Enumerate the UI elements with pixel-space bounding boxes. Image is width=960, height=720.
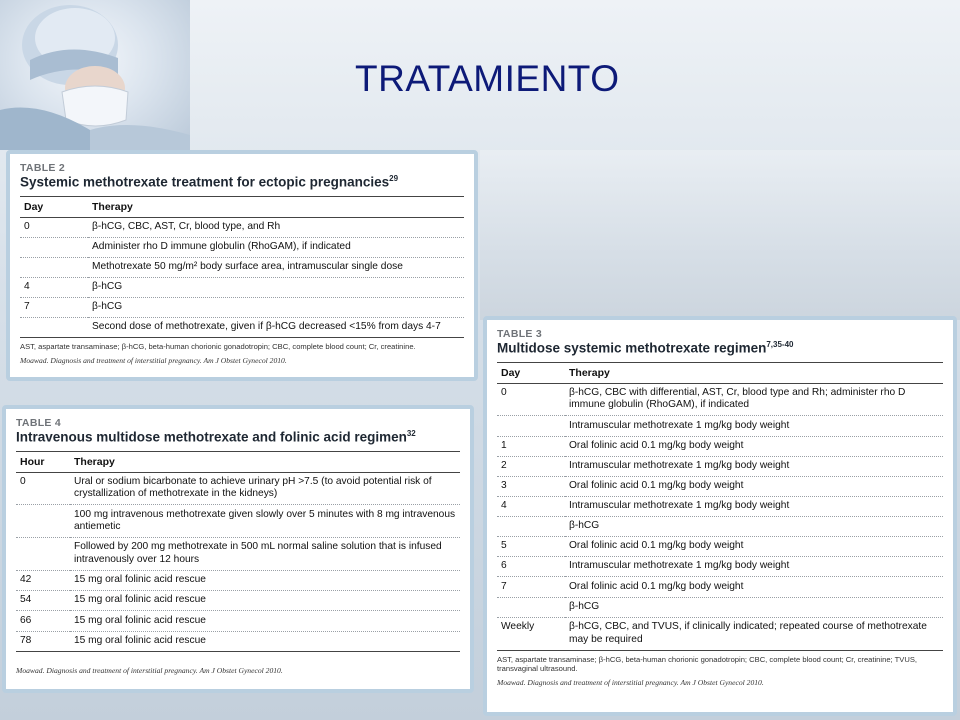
table-row <box>497 456 943 476</box>
table-cell <box>16 505 70 538</box>
table-cell: β-hCG, CBC with differential, AST, Cr, blood type and Rh; administer rho D immune globulin (RhoGAM), if indicated <box>565 383 943 416</box>
table-cell: Oral folinic acid 0.1 mg/kg body weight <box>565 537 943 557</box>
table2-table <box>20 196 464 339</box>
table4-label: TABLE 4 <box>16 417 62 429</box>
table-cell: 6 <box>497 557 565 577</box>
table-row <box>20 318 464 338</box>
table-row <box>497 383 943 416</box>
table-cell: β-hCG, CBC, AST, Cr, blood type, and Rh <box>88 217 464 237</box>
table-row <box>20 237 464 257</box>
table4-source: Moawad. Diagnosis and treatment of interstitial pregnancy. Am J Obstet Gynecol 2010. <box>16 665 283 675</box>
table-row <box>497 537 943 557</box>
table-cell: Administer rho D immune globulin (RhoGAM), if indicated <box>88 237 464 257</box>
table-cell: β-hCG <box>565 597 943 617</box>
table-cell: 0 <box>16 472 70 505</box>
table-cell: 15 mg oral folinic acid rescue <box>70 631 460 651</box>
table-row <box>16 591 460 611</box>
table4-header-therapy: Therapy <box>70 451 460 472</box>
table-cell <box>497 517 565 537</box>
table-cell: 54 <box>16 591 70 611</box>
table-row <box>497 496 943 516</box>
table2-footnote: AST, aspartate transaminase; β-hCG, beta-human chorionic gonadotropin; CBC, complete blood count; Cr, creatinine. <box>20 342 416 352</box>
table3-header-therapy: Therapy <box>565 362 943 383</box>
background-blur <box>480 150 960 320</box>
table2-header-therapy: Therapy <box>88 196 464 217</box>
table-cell: Followed by 200 mg methotrexate in 500 mL normal saline solution that is infused intravenously over 12 hours <box>70 538 460 571</box>
table3-table <box>497 362 943 651</box>
table4-card <box>2 405 474 693</box>
table4-caption: Intravenous multidose methotrexate and folinic acid regimen$^{32}$ <box>16 429 416 445</box>
table-row <box>16 611 460 631</box>
table-cell: 78 <box>16 631 70 651</box>
table-cell <box>20 237 88 257</box>
table2-header-day: Day <box>20 196 88 217</box>
table-cell: β-hCG <box>88 277 464 297</box>
table-cell: Weekly <box>497 617 565 650</box>
table-cell: 100 mg intravenous methotrexate given slowly over 5 minutes with 8 mg intravenous antiemetic <box>70 505 460 538</box>
table-cell: 4 <box>497 496 565 516</box>
table-cell: Intramuscular methotrexate 1 mg/kg body weight <box>565 557 943 577</box>
table-row <box>497 436 943 456</box>
table3-source: Moawad. Diagnosis and treatment of interstitial pregnancy. Am J Obstet Gynecol 2010. <box>497 678 764 688</box>
table-cell: 42 <box>16 571 70 591</box>
table-cell: Oral folinic acid 0.1 mg/kg body weight <box>565 436 943 456</box>
table-cell: 1 <box>497 436 565 456</box>
table3-header-day: Day <box>497 362 565 383</box>
table-cell <box>497 597 565 617</box>
table-row <box>16 505 460 538</box>
table-cell: Intramuscular methotrexate 1 mg/kg body weight <box>565 496 943 516</box>
table-cell: 66 <box>16 611 70 631</box>
table-row <box>16 571 460 591</box>
table3-label: TABLE 3 <box>497 328 543 340</box>
table-cell: β-hCG <box>88 298 464 318</box>
table-row <box>20 257 464 277</box>
table-cell: 2 <box>497 456 565 476</box>
table3-footnote: AST, aspartate transaminase; β-hCG, beta-human chorionic gonadotropin; CBC, complete blood count; Cr, creatinine; TVUS, transvaginal ultrasound. <box>497 654 917 674</box>
table2-source: Moawad. Diagnosis and treatment of interstitial pregnancy. Am J Obstet Gynecol 2010. <box>20 356 287 366</box>
slide-title: TRATAMIENTO <box>355 58 620 99</box>
table4-header-hour: Hour <box>16 451 70 472</box>
table4-table <box>16 451 460 652</box>
table-cell: β-hCG <box>565 517 943 537</box>
table-cell <box>497 416 565 436</box>
table-row <box>20 217 464 237</box>
table-cell: Ural or sodium bicarbonate to achieve urinary pH >7.5 (to avoid potential risk of crystallization of methotrexate in the kidneys) <box>70 472 460 505</box>
table-row <box>497 597 943 617</box>
table-cell: Oral folinic acid 0.1 mg/kg body weight <box>565 577 943 597</box>
table-cell: 5 <box>497 537 565 557</box>
table-cell: 0 <box>20 217 88 237</box>
table-cell: Second dose of methotrexate, given if β-hCG decreased <15% from days 4-7 <box>88 318 464 338</box>
table-cell: 7 <box>497 577 565 597</box>
table2-label: TABLE 2 <box>20 162 66 174</box>
table-cell: 4 <box>20 277 88 297</box>
table-cell <box>20 257 88 277</box>
table-cell: Oral folinic acid 0.1 mg/kg body weight <box>565 476 943 496</box>
table-row <box>20 298 464 318</box>
table-row <box>497 416 943 436</box>
table-cell <box>16 538 70 571</box>
table2-caption: Systemic methotrexate treatment for ectopic pregnancies$^{29}$ <box>20 174 399 190</box>
table3-caption: Multidose systemic methotrexate regimen$^{7,35-40}$ <box>497 340 794 356</box>
table-row <box>497 476 943 496</box>
table-row <box>16 538 460 571</box>
table-row <box>20 277 464 297</box>
table-cell: β-hCG, CBC, and TVUS, if clinically indicated; repeated course of methotrexate may be required <box>565 617 943 650</box>
table-cell <box>20 318 88 338</box>
table-cell: 0 <box>497 383 565 416</box>
table-row <box>497 617 943 650</box>
table-cell: 15 mg oral folinic acid rescue <box>70 611 460 631</box>
table-row <box>497 517 943 537</box>
surgeon-photo <box>0 0 190 150</box>
table-cell: Intramuscular methotrexate 1 mg/kg body weight <box>565 456 943 476</box>
table-cell: Intramuscular methotrexate 1 mg/kg body weight <box>565 416 943 436</box>
table-cell: Methotrexate 50 mg/m² body surface area, intramuscular single dose <box>88 257 464 277</box>
table-row <box>497 577 943 597</box>
table-row <box>16 631 460 651</box>
table-row <box>16 472 460 505</box>
table-cell: 3 <box>497 476 565 496</box>
table-row <box>497 557 943 577</box>
table-cell: 15 mg oral folinic acid rescue <box>70 591 460 611</box>
table-cell: 15 mg oral folinic acid rescue <box>70 571 460 591</box>
table2-card <box>6 150 478 381</box>
table3-card <box>483 316 957 716</box>
table-cell: 7 <box>20 298 88 318</box>
